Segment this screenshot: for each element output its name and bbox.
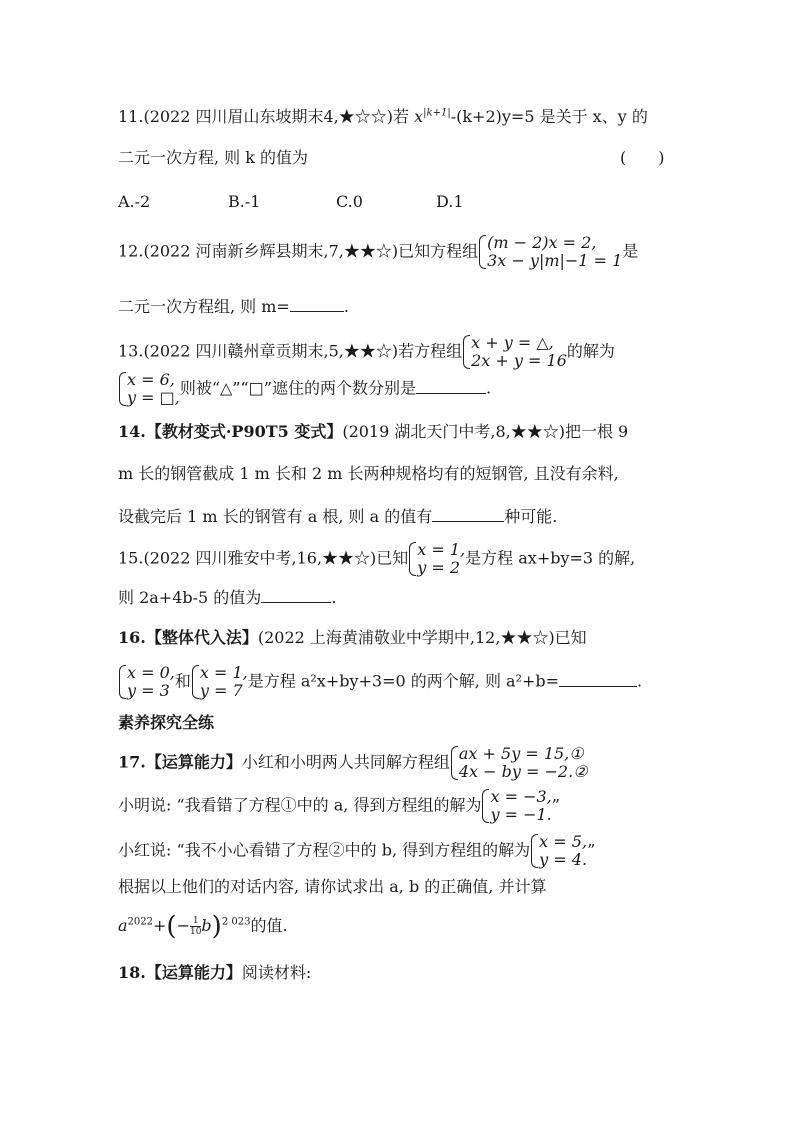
q16-sol2-y: y = 7 [199,681,243,700]
q15-period: . [331,588,337,607]
q17-ming-solution [481,788,551,824]
q13-question: 则被“△”“□”遮住的两个数分别是 [179,378,416,398]
q17-ming-y: y = −1. [490,805,552,824]
q15-sol-x: x = 1, [417,540,466,559]
q14-end: 种可能. [504,507,558,526]
q13-eq2: 2x + y = 16 [471,351,567,370]
q14-text: (2019 湖北天门中考,8,★★☆)把一根 9 [342,422,629,441]
q11-option-c: C.0 [336,192,363,211]
q15-question: 则 2a+4b-5 的值为 [118,588,262,607]
q12-system [478,234,622,270]
q18-prefix: 18. [118,963,146,982]
q14-tag: 【教材变式·P90T5 变式】 [145,422,343,441]
q17-instruction: 根据以上他们的对话内容, 请你试求出 a, b 的正确值, 并计算 [118,877,547,896]
q12-stars: ★★☆ [343,241,392,261]
q13-stars: ★★☆ [343,341,392,361]
q16-sol1-y: y = 3 [127,681,170,700]
q13-answer-blank[interactable] [416,377,486,394]
q17-expr-a: a [118,916,128,935]
q11-option-b: B.-1 [228,192,261,211]
q17-fraction [190,916,201,937]
q17-prefix: 17. [118,752,146,772]
q13-prefix: 13.(2022 四川赣州章贡期末,5, [118,341,344,361]
q15-suffix: 是方程 ax+by=3 的解, [465,548,636,568]
q16-text: (2022 上海黄浦敬业中学期中,12,★★☆)已知 [257,628,587,647]
q17-text: 小红和小明两人共同解方程组 [241,752,450,772]
q13-line1 [118,334,615,370]
q17-right-paren: ) [211,911,222,942]
q17-ming-text: 小明说: “我看错了方程①中的 a, 得到方程组的解为 [118,795,482,815]
q18-text: 阅读材料: [241,963,312,982]
q12-question: 二元一次方程组, 则 m= [118,297,290,316]
q11-exponent: |k+1| [423,107,451,119]
section-heading: 素养探究全练 [118,713,215,732]
q11-var-x: x [414,107,424,126]
q15-line1 [118,541,635,577]
q17-expr-end: 的值. [250,916,288,935]
q16-answer-blank[interactable] [559,670,637,687]
q11-prefix: 11.(2022 四川眉山东坡期末4, [118,107,339,126]
q17-system [450,745,588,781]
q13-line2 [118,371,491,407]
q17-hong-x: x = 5, [539,832,588,851]
q17-hong-y: y = 4. [539,850,588,869]
q13-eq1: x + y = △, [471,333,554,352]
q11-option-d: D.1 [436,192,464,211]
q14-line3 [118,505,557,528]
q17-ming-quote: ” [551,795,560,815]
q11-equation: -(k+2)y=5 是关于 x、y 的 [450,107,648,126]
q18-line1 [118,962,311,984]
q15-stars: ★★☆ [322,548,371,568]
q17-left-paren: ( [166,911,177,942]
q17-hong-quote: ” [587,840,596,860]
q16-tag: 【整体代入法】 [145,628,258,647]
q12-suffix: 是 [622,241,639,261]
q17-frac-num: 1 [190,916,201,927]
q17-hong-text: 小红说: “我不小心看错了方程②中的 b, 得到方程组的解为 [118,840,531,860]
q15-answer-blank[interactable] [261,586,331,603]
q16-solution-2 [191,664,248,700]
q13-solution [118,371,180,407]
q14-line1 [118,421,628,443]
q14-line2 [118,463,619,485]
q11-stars: ★☆☆ [338,107,387,126]
q17-expr-exp2: 2 023 [221,916,251,928]
q12-prefix: 12.(2022 河南新乡辉县期末,7, [118,241,344,261]
q14-text-2: m 长的钢管截成 1 m 长和 2 m 长两种规格均有的短钢管, 且没有余料, [118,464,619,483]
q12-mid: )已知方程组 [391,241,479,261]
q13-period: . [485,378,492,398]
q13-mid: )若方程组 [391,341,463,361]
q15-prefix: 15.(2022 四川雅安中考,16, [118,548,323,568]
q12-eq1: (m − 2)x = 2, [487,233,597,252]
q17-eq1: ax + 5y = 15,① [458,744,584,763]
q13-sol-x: x = 6, [127,370,175,389]
q17-ming-x: x = −3, [490,787,552,806]
q17-expr-b: b [201,916,212,935]
q13-system [462,334,567,370]
q12-period: . [343,297,349,316]
q14-prefix: 14. [118,422,146,441]
q16-question: 是方程 a²x+by+3=0 的两个解, 则 a²+b= [247,671,560,691]
q17-hong [118,833,595,869]
q16-solution-1 [118,664,175,700]
q17-line1 [118,745,588,781]
q15-system [408,541,465,577]
q16-line2 [118,664,642,700]
q17-expr-exp1: 2022 [127,916,153,928]
q17-ming [118,788,560,824]
q12-line1 [118,234,638,270]
q15-mid: )已知 [370,548,409,568]
q11-answer-paren: ( ) [620,148,665,167]
q11-mid: )若 [386,107,415,126]
q16-and: 和 [174,671,191,691]
q11-line2 [118,147,308,169]
q11-option-a: A.-2 [118,192,151,211]
q15-sol-y: y = 2 [417,558,461,577]
q13-sol-y: y = □, [127,388,180,407]
q16-period: . [637,671,643,691]
q17-hong-solution [530,833,587,869]
q13-suffix: 的解为 [566,341,615,361]
q12-answer-blank[interactable] [290,295,344,312]
q16-sol2-x: x = 1, [199,663,248,682]
q12-line2 [118,295,349,318]
q14-question: 设截完后 1 m 长的钢管有 a 根, 则 a 的值有 [118,507,433,526]
q14-answer-blank[interactable] [432,505,504,522]
q17-expr-plus: + [153,916,167,935]
q16-prefix: 16. [118,628,146,647]
q16-sol1-x: x = 0, [127,663,175,682]
q18-tag: 【运算能力】 [145,963,242,982]
q16-line1 [118,627,587,649]
q12-eq2: 3x − y|m|−1 = 1 [487,251,623,270]
q11-question: 二元一次方程, 则 k 的值为 [118,148,309,167]
q17-eq2: 4x − by = −2.② [458,762,588,781]
q17-expression: $a^{2022}+(-$ $\frac{1}{10}$ b)$^{2 023}$的值. [118,911,288,942]
q15-line2 [118,586,336,609]
q11-line1 [118,106,648,128]
q17-tag: 【运算能力】 [145,752,242,772]
q17-line4 [118,876,546,898]
q17-frac-den: 10 [189,927,202,937]
